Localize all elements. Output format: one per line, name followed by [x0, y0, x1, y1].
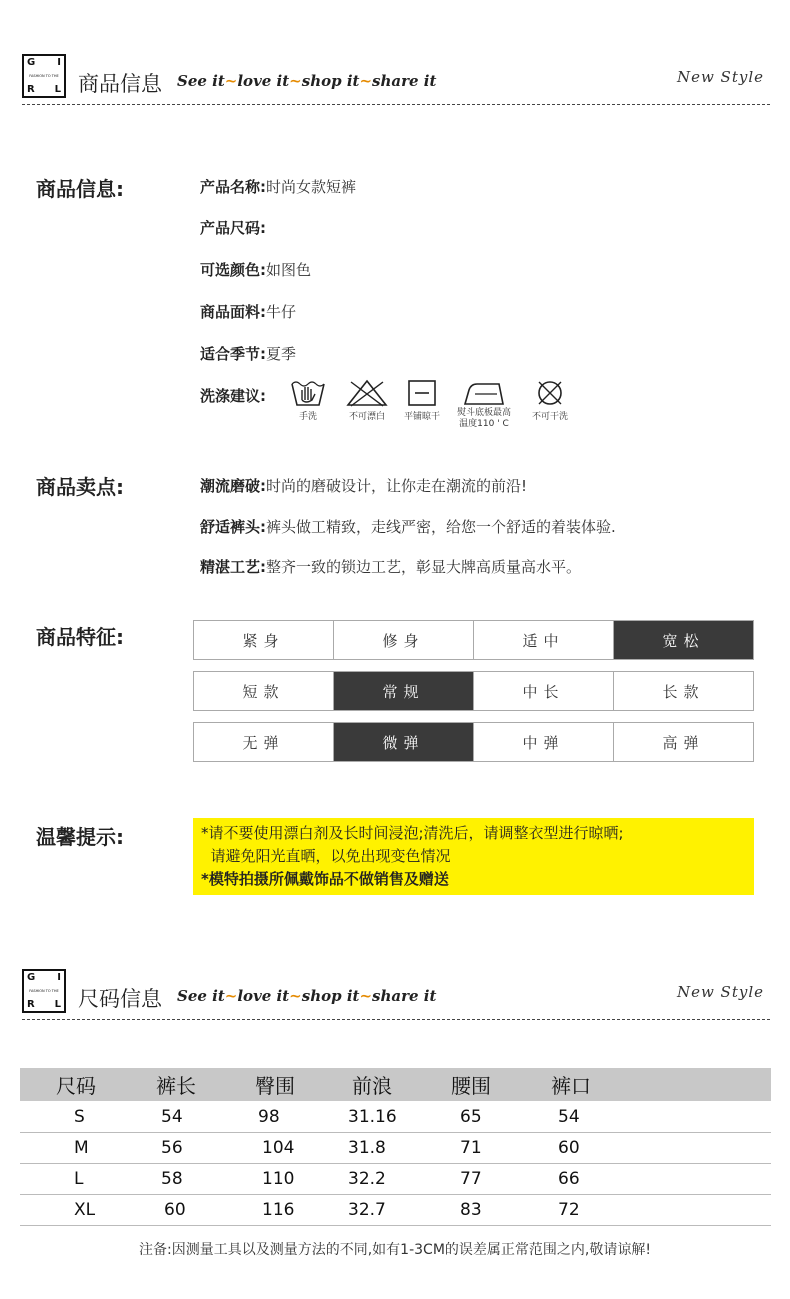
care-no-bleach	[343, 378, 391, 423]
slogan-tilde: ~	[359, 987, 373, 1005]
size-cell: S	[74, 1107, 85, 1127]
size-cell: XL	[74, 1200, 96, 1220]
dashed-divider	[22, 104, 770, 105]
selling-row	[200, 475, 527, 496]
size-cell: 32.2	[348, 1169, 386, 1189]
table-row	[20, 1133, 771, 1164]
brand-logo	[22, 969, 66, 1013]
logo-letter: L	[54, 84, 61, 95]
no-dry-clean-icon	[535, 378, 565, 408]
size-cell: 32.7	[348, 1200, 386, 1220]
info-key: 产品尺码:	[200, 219, 266, 237]
size-cell: 83	[460, 1200, 482, 1220]
care-caption: 不可漂白	[348, 412, 385, 422]
feature-cell: 长款	[662, 682, 705, 701]
slogan-part: See it	[177, 987, 225, 1005]
size-cell: 104	[262, 1138, 295, 1158]
section-header-size-info	[22, 969, 770, 1029]
tips-label: 温馨提示:	[36, 825, 124, 849]
info-key: 产品名称:	[200, 178, 266, 196]
feature-cell: 适中	[474, 621, 614, 659]
features-label: 商品特征:	[36, 625, 124, 649]
selling-row	[200, 556, 581, 577]
slogan-part: share it	[372, 72, 437, 90]
tip-line: *模特拍摄所佩戴饰品不做销售及赠送	[201, 870, 449, 888]
feature-row-length	[193, 671, 754, 711]
slogan-part: shop it	[301, 72, 360, 90]
table-row	[20, 1164, 771, 1195]
info-row-fabric	[200, 301, 296, 322]
size-cell: 110	[262, 1169, 295, 1189]
slogan-part: shop it	[301, 987, 360, 1005]
slogan-part: love it	[237, 72, 290, 90]
slogan-tilde: ~	[289, 987, 302, 1005]
feature-cell: 常规	[334, 672, 474, 710]
selling-row	[200, 516, 616, 537]
info-row-name	[200, 176, 356, 197]
info-value: 如图色	[266, 261, 312, 279]
selling-key: 潮流磨破:	[200, 477, 266, 495]
size-cell: 54	[558, 1107, 580, 1127]
selling-points-label: 商品卖点:	[36, 475, 124, 499]
table-row	[20, 1195, 771, 1226]
logo-tagline: FASHION TO THE	[29, 74, 59, 78]
size-cell: M	[74, 1138, 89, 1158]
size-cell: 60	[558, 1138, 580, 1158]
product-info-label: 商品信息:	[36, 177, 124, 201]
selling-value: 裤头做工精致，走线严密，给您一个舒适的着装体验.	[266, 518, 616, 536]
slogan-part: love it	[237, 987, 290, 1005]
selling-value: 整齐一致的锁边工艺，彰显大牌高质量高水平。	[266, 558, 582, 576]
size-cell: 77	[460, 1169, 482, 1189]
size-cell: 31.16	[348, 1107, 397, 1127]
size-cell: 58	[161, 1169, 183, 1189]
logo-letter: L	[54, 999, 61, 1010]
info-row-wash	[200, 385, 266, 406]
size-cell: 31.8	[348, 1138, 386, 1158]
info-value: 夏季	[266, 345, 297, 363]
logo-letter: I	[57, 57, 61, 68]
info-key: 洗涤建议:	[200, 387, 266, 405]
selling-key: 舒适裤头:	[200, 518, 266, 536]
section-header-product-info	[22, 54, 770, 114]
care-caption: 平铺晾干	[403, 412, 440, 422]
info-value: 时尚女款短裤	[266, 178, 357, 196]
selling-key: 精湛工艺:	[200, 558, 266, 576]
new-style-signature: New Style	[676, 983, 764, 1001]
logo-letter: R	[27, 999, 35, 1010]
feature-cell: 高弹	[662, 733, 705, 752]
size-cell: 60	[164, 1200, 186, 1220]
size-header-cell: 裤长	[156, 1074, 196, 1098]
info-row-color	[200, 259, 311, 280]
feature-cell: 宽松	[614, 621, 753, 659]
section-title: 商品信息	[78, 72, 162, 96]
feature-cell: 中弹	[474, 723, 614, 761]
care-no-dry-clean	[526, 378, 574, 423]
care-caption: 不可干洗	[531, 412, 568, 422]
feature-cell: 修身	[334, 621, 474, 659]
feature-cell: 中长	[474, 672, 614, 710]
info-key: 商品面料:	[200, 303, 266, 321]
care-caption: 手洗	[298, 412, 317, 422]
logo-tagline: FASHION TO THE	[29, 989, 59, 993]
info-row-size	[200, 217, 266, 238]
logo-letter: G	[27, 57, 36, 68]
size-cell: 72	[558, 1200, 580, 1220]
size-cell: 54	[161, 1107, 183, 1127]
feature-row-fit	[193, 620, 754, 660]
size-cell: 98	[258, 1107, 280, 1127]
selling-value: 时尚的磨破设计，让你走在潮流的前沿!	[266, 477, 528, 495]
brand-logo	[22, 54, 66, 98]
tip-box	[193, 818, 754, 895]
care-flat-dry	[398, 378, 446, 423]
feature-cell: 微弹	[334, 723, 474, 761]
size-header-cell: 臀围	[255, 1074, 295, 1098]
feature-cell: 短款	[194, 672, 334, 710]
care-caption: 温度110 ' C	[459, 419, 509, 429]
tip-line: *请不要使用漂白剂及长时间浸泡;清洗后，请调整衣型进行晾晒;	[201, 824, 624, 842]
flat-dry-icon	[407, 378, 437, 408]
iron-icon	[461, 378, 507, 408]
no-bleach-icon	[345, 378, 389, 408]
size-header-cell: 裤口	[551, 1074, 591, 1098]
size-header-cell: 尺码	[56, 1074, 96, 1098]
hand-wash-icon	[290, 378, 326, 408]
size-cell: L	[74, 1169, 84, 1189]
info-row-season	[200, 343, 296, 364]
size-cell: 71	[460, 1138, 482, 1158]
logo-letter: R	[27, 84, 35, 95]
slogan-tilde: ~	[359, 72, 373, 90]
tip-line: 请避免阳光直晒，以免出现变色情况	[201, 847, 451, 865]
size-cell: 56	[161, 1138, 183, 1158]
slogan	[177, 987, 436, 1005]
logo-letter: I	[57, 972, 61, 983]
feature-row-elasticity	[193, 722, 754, 762]
dashed-divider	[22, 1019, 770, 1020]
size-cell: 116	[262, 1200, 295, 1220]
section-title: 尺码信息	[78, 987, 162, 1011]
size-cell: 65	[460, 1107, 482, 1127]
feature-cell: 无弹	[194, 723, 334, 761]
info-key: 可选颜色:	[200, 261, 266, 279]
new-style-signature: New Style	[676, 68, 764, 86]
logo-letter: G	[27, 972, 36, 983]
size-table-header	[20, 1068, 771, 1101]
slogan-part: share it	[372, 987, 437, 1005]
size-note: 注备:因测量工具以及测量方法的不同,如有1-3CM的误差属正常范围之内,敬请谅解!	[139, 1242, 651, 1258]
slogan-tilde: ~	[224, 987, 238, 1005]
size-cell: 66	[558, 1169, 580, 1189]
care-hand-wash	[288, 378, 328, 423]
info-key: 适合季节:	[200, 345, 266, 363]
feature-cell: 紧身	[194, 621, 334, 659]
info-value: 牛仔	[266, 303, 297, 321]
care-caption: 熨斗底板最高	[456, 408, 511, 418]
size-header-cell: 腰围	[451, 1074, 491, 1098]
care-iron	[454, 378, 514, 430]
slogan-tilde: ~	[289, 72, 302, 90]
slogan	[177, 72, 436, 90]
slogan-part: See it	[177, 72, 225, 90]
size-header-cell: 前浪	[352, 1074, 392, 1098]
slogan-tilde: ~	[224, 72, 238, 90]
table-row	[20, 1102, 771, 1133]
